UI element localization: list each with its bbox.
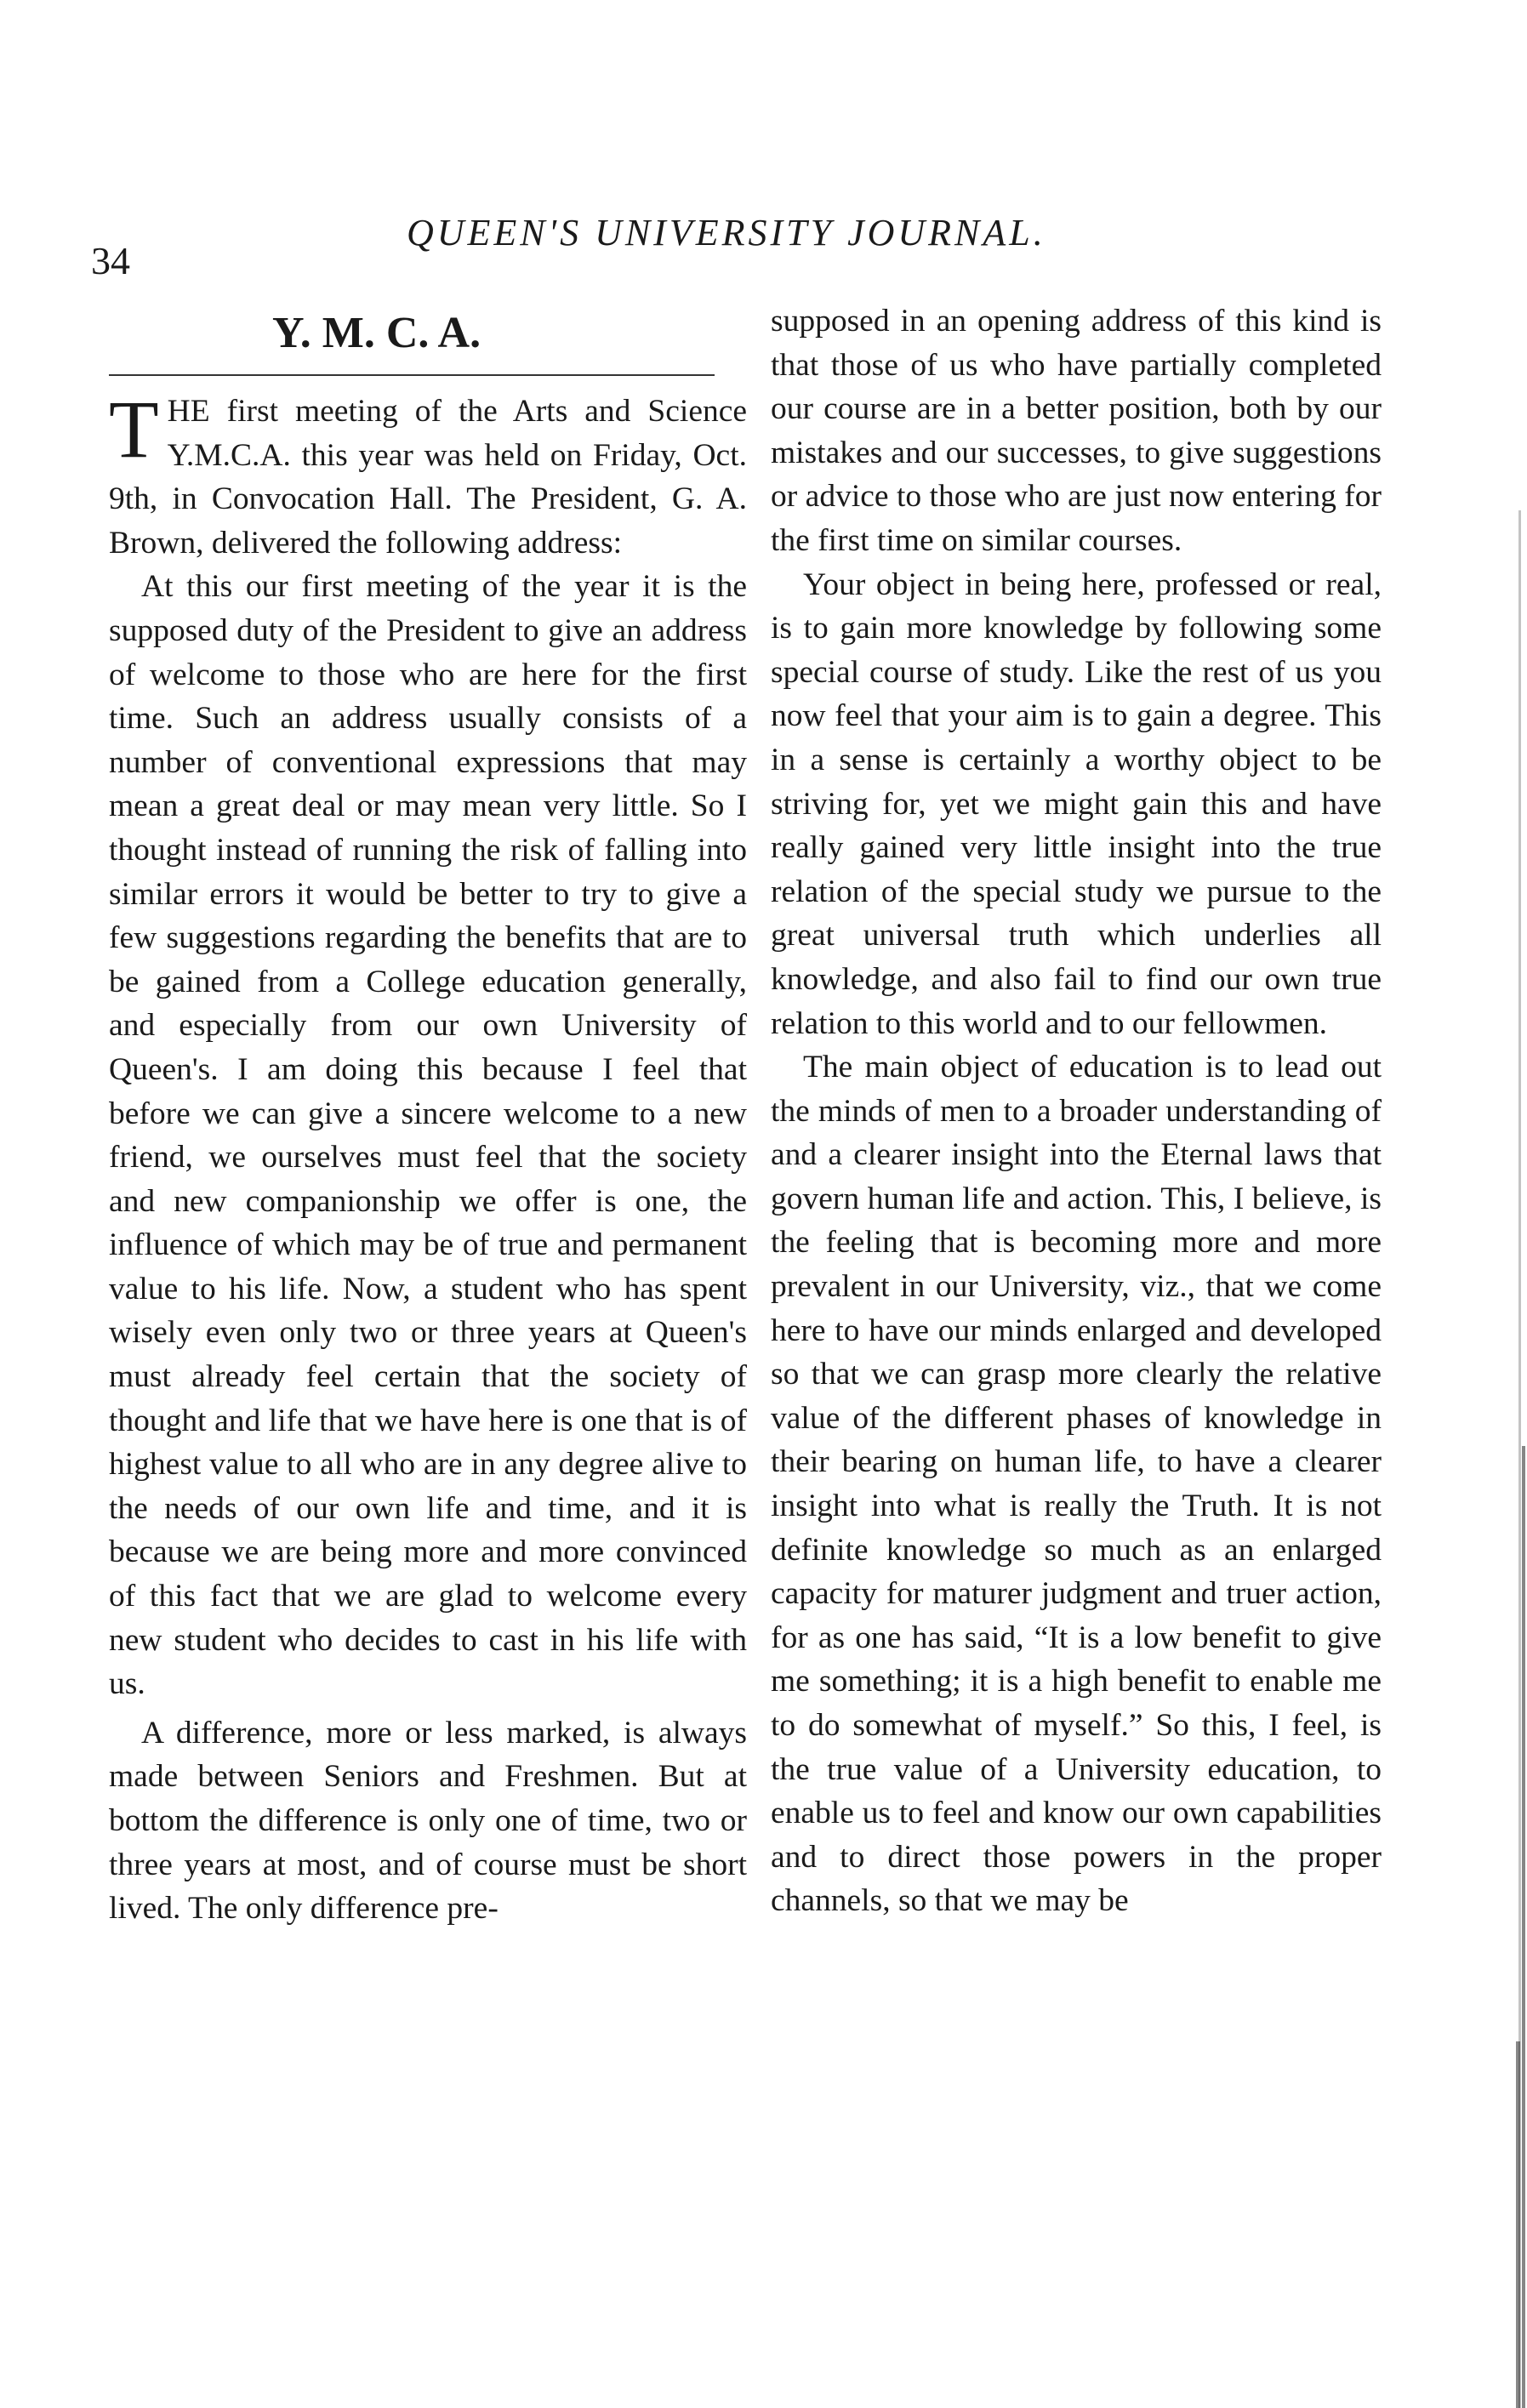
paragraph-intro-text: HE first meeting of the Arts and Science Y.M.C.A. this year was held on Friday, Oct. 9th, in Convocation Hall. The President, G. A. Brown, delivered the following address: [109, 394, 747, 561]
title-rule [109, 374, 715, 376]
section-title: Y. M. C. A. [272, 309, 481, 357]
paragraph-address-opening: At this our first meeting of the year it is the supposed duty of the President to give an address of welcome to those who are here for the first time. Such an address usually consists of a number of conventional expressions that may mean a great deal or may mean very little. So I thought instead of running the risk of falling into similar errors it would be better to try to give a few suggestions regarding the benefits that are to be gained from a College education generally, and especially from our own University of Queen's. I am doing this because I feel that before we can give a sincere welcome to a new friend, we ourselves must feel that the society and new companionship we offer is one, the influence of which may be of true and permanent value to his life. Now, a student who has spent wisely even only two or three years at Queen's must already feel certain that the society of thought and life that we have here is one that is of highest value to all who are in any degree alive to the needs of our own life and time, and it is because we are being more and more convinced of this fact that we are glad to welcome every new student who decides to cast in his life with us. [109, 569, 747, 1702]
page-number: 34 [91, 239, 130, 282]
left-column [109, 384, 747, 1931]
scan-edge-shadow [1493, 0, 1527, 2408]
drop-cap: T [109, 384, 159, 475]
paragraph-continuation: supposed in an opening address of this kind is that those of us who have partially completed our course are in a better position, both by our mistakes and our successes, to give suggestions or advice to those who are just now entering for the first time on similar courses. [771, 304, 1382, 558]
paragraph-object: Your object in being here, professed or real, is to gain more knowledge by following some special course of study. Like the rest of us you now feel that your aim is to gain a degree. This in a sense is certainly a worthy object to be striving for, yet we might gain this and have really gained very little insight into the true relation of the special study we pursue to the great universal truth which underlies all knowledge, and also fail to find our own true relation to this world and to our fellowmen. [771, 566, 1382, 1041]
running-title: QUEEN'S UNIVERSITY JOURNAL. [407, 212, 1046, 253]
paragraph-education: The main object of education is to lead out the minds of men to a broader understanding of and a clearer insight into the Eternal laws that govern human life and action. This, I believe, is the feeling that is becoming more and more prevalent in our University, viz., that we come here to have our minds enlarged and developed so that we can grasp more clearly the relative value of the different phases of knowledge in their bearing on human life, to have a clearer insight into what is really the Truth. It is not definite knowledge so much as an enlarged capacity for maturer judgment and truer action, for as one has said, “It is a low benefit to give me something; it is a high benefit to enable me to do somewhat of myself.” So this, I feel, is the true value of a University education, to enable us to feel and know our own capabilities and to direct those powers in the proper channels, so that we may be [771, 1050, 1382, 1919]
paragraph-intro [109, 384, 747, 565]
paragraph-seniors-freshmen: A difference, more or less marked, is always made between Seniors and Freshmen. But at bottom the difference is only one of time, two or three years at most, and of course must be short lived. The only difference pre- [109, 1715, 747, 1927]
right-column [771, 299, 1382, 1923]
